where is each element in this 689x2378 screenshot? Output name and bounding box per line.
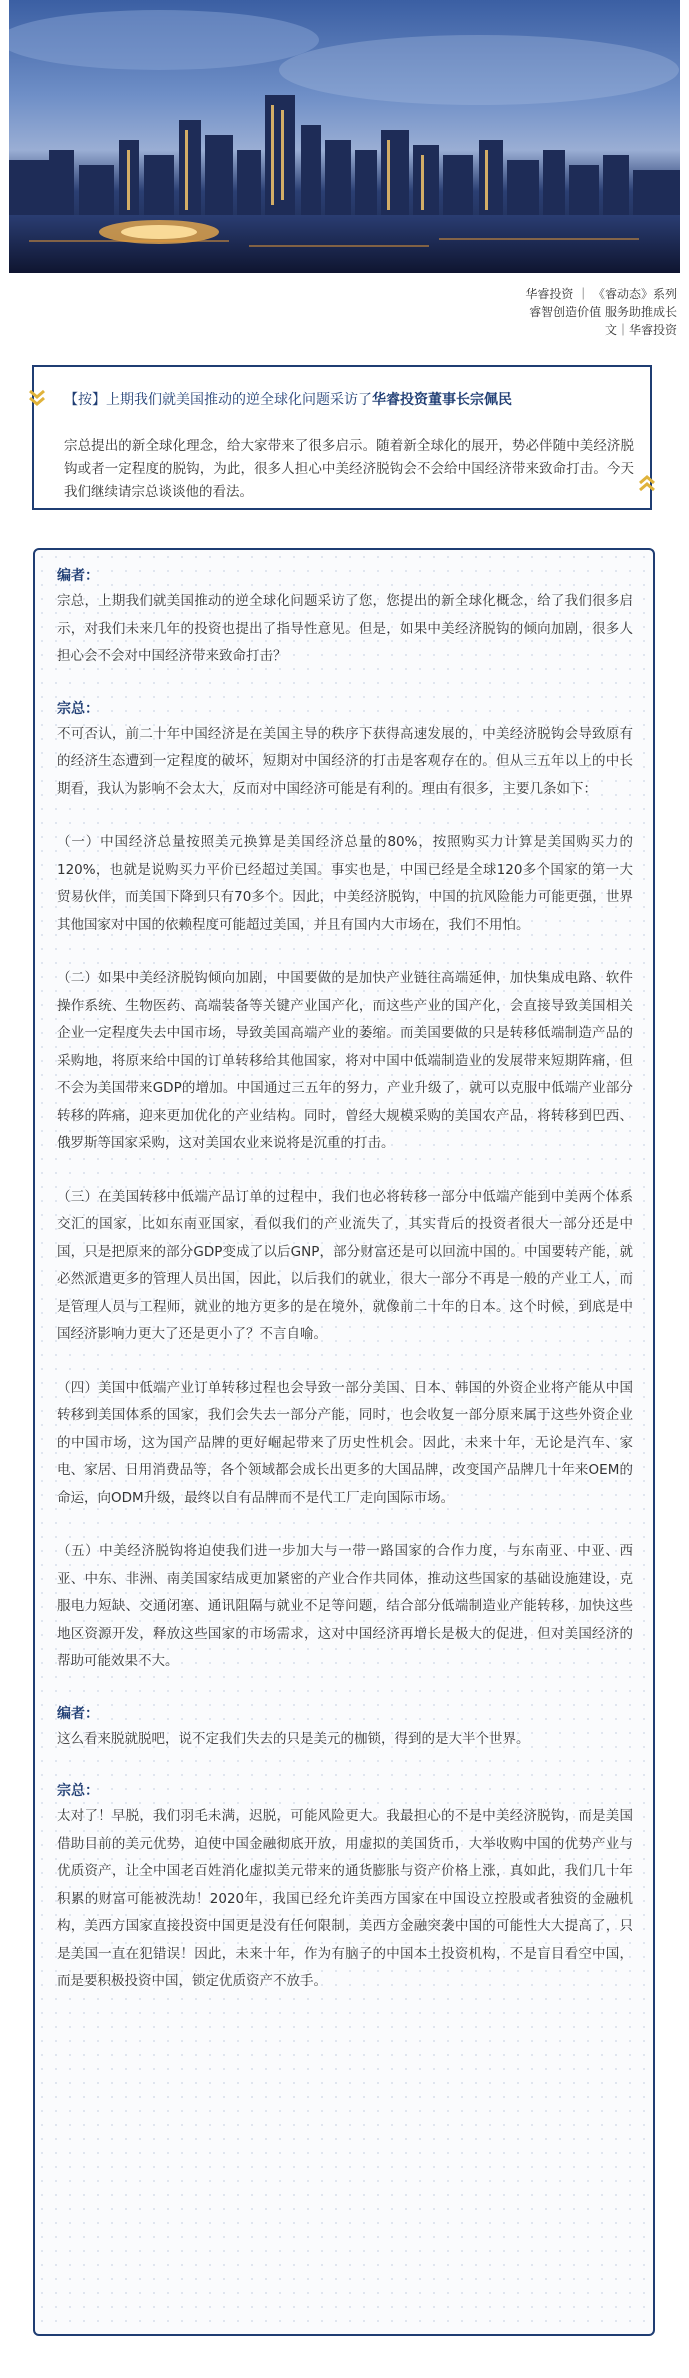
speaker-label-zong: 宗总：: [57, 700, 99, 717]
answer-1-point-5: （五）中美经济脱钩将迫使我们进一步加大与一带一路国家的合作力度，与东南亚、中亚、西亚、中东、非洲、南美国家结成更加紧密的产业合作共同体，推动这些国家的基础设施建设，克服电力短缺、交通闭塞、通讯阻隔与就业不足等问题，结合部分低端制造业产能转移，加快这些地区资源开发，释放这些国家的市场需求，这对中国经济再增长是极大的促进，但对美国经济的帮助可能效果不大。: [57, 1543, 633, 1669]
question-2: 这么看来脱就脱吧，说不定我们失去的只是美元的枷锁，得到的是大半个世界。: [57, 1730, 530, 1747]
answer-1-point-4: （四）美国中低端产业订单转移过程也会导致一部分美国、日本、韩国的外资企业将产能从中国转移到美国体系的国家，我们会失去一部分产能，同时，也会收复一部分原来属于这些外资企业的中国市场，这为国产品牌的更好崛起带来了历史性机会。因此，未来十年，无论是汽车、家电、家居、日用消费品等，各个领域都会成长出更多的大国品牌，改变国产品牌几十年来OEM的命运，向ODM升级，最终以自有品牌而不是代工厂走向国际市场。: [57, 1379, 633, 1506]
note-title-text: 上期我们就美国推动的逆全球化问题采访了: [106, 392, 372, 408]
skyline-illustration: [9, 0, 680, 273]
interview-article: [33, 548, 655, 2336]
chevron-up-icon: [636, 472, 658, 494]
note-title-strong: 华睿投资董事长宗佩民: [372, 392, 512, 408]
answer-2: 太对了！早脱，我们羽毛未满，迟脱，可能风险更大。我最担心的不是中美经济脱钩，而是美国借助目前的美元优势，迫使中国金融彻底开放，用虚拟的美国货币，大举收购中国的优势产业与优质资产，让全中国老百姓消化虚拟美元带来的通货膨胀与资产价格上涨，真如此，我们几十年积累的财富可能被洗劫！2020年，我国已经允许美西方国家在中国设立控股或者独资的金融机构，美西方国家直接投资中国更是没有任何限制，美西方金融突袭中国的可能性大大提高了，只是美国一直在犯错误！因此，未来十年，作为有脑子的中国本土投资机构，不是盲目看空中国，而是要积极投资中国，锁定优质资产不放手。: [57, 1808, 633, 1989]
speaker-label-editor: 编者：: [57, 1705, 99, 1722]
hero-skyline-image: [9, 0, 680, 273]
credit-line-author: 文｜华睿投资: [604, 323, 677, 337]
article-credit: [447, 285, 677, 339]
question-1: 宗总，上期我们就美国推动的逆全球化问题采访了您，您提出的新全球化概念，给了我们很多启示，对我们未来几年的投资也提出了指导性意见。但是，如果中美经济脱钩的倾向加剧，很多人担心会不会对中国经济带来致命打击？: [57, 593, 633, 664]
editor-note-box: [32, 365, 652, 510]
note-title: [64, 389, 634, 409]
answer-1-point-1: （一）中国经济总量按照美元换算是美国经济总量的80%，按照购买力计算是美国购买力的120%，也就是说购买力平价已经超过美国。事实也是，中国已经是全球120多个国家的第一大贸易伙伴，而美国下降到只有70多个。因此，中美经济脱钩，中国的抗风险能力可能更强，世界其他国家对中国的依赖程度可能超过美国，并且有国内大市场在，我们不用怕。: [57, 834, 633, 933]
answer-1-point-2: （二）如果中美经济脱钩倾向加剧，中国要做的是加快产业链往高端延伸，加快集成电路、软件操作系统、生物医药、高端装备等关键产业国产化，而这些产业的国产化，会直接导致美国相关企业一定程度失去中国市场，导致美国高端产业的萎缩。而美国要做的只是转移低端制造产品的采购地，将原来给中国的订单转移给其他国家，将对中国中低端制造业的发展带来短期阵痛，但不会为美国带来GDP的增加。中国通过三五年的努力，产业升级了，就可以克服中低端产业部分转移的阵痛，迎来更加优化的产业结构。同时，曾经大规模采购的美国农产品，将转移到巴西、俄罗斯等国家采购，这对美国农业来说将是沉重的打击。: [57, 970, 633, 1151]
speaker-label-editor: 编者：: [57, 568, 99, 584]
answer-1-intro: 不可否认，前二十年中国经济是在美国主导的秩序下获得高速发展的，中美经济脱钩会导致原有的经济生态遭到一定程度的破坏，短期对中国经济的打击是客观存在的。但从三五年以上的中长期看，我认为影响不会太大，反而对中国经济可能是有利的。理由有很多，主要几条如下：: [57, 725, 633, 797]
chevron-down-icon: [26, 387, 48, 409]
note-prefix: 【按】: [64, 392, 106, 408]
credit-line-slogan: 睿智创造价值 服务助推成长: [529, 305, 677, 319]
answer-1-point-3: （三）在美国转移中低端产品订单的过程中，我们也必将转移一部分中低端产能到中美两个体系交汇的国家，比如东南亚国家，看似我们的产业流失了，其实背后的投资者很大一部分还是中国，只是把原来的部分GDP变成了以后GNP，部分财富还是可以回流中国的。中国要转产能，就必然派遣更多的管理人员出国，因此，以后我们的就业，很大一部分不再是一般的产业工人，而是管理人员与工程师，就业的地方更多的是在境外，就像前二十年的日本。这个时候，到底是中国经济影响力更大了还是更小了？不言自喻。: [57, 1188, 633, 1342]
credit-line-series: 华睿投资 ｜ 《睿动态》系列: [525, 287, 677, 301]
speaker-label-zong: 宗总：: [57, 1783, 99, 1799]
note-body: 宗总提出的新全球化理念，给大家带来了很多启示。随着新全球化的展开，势必伴随中美经济脱钩或者一定程度的脱钩，为此，很多人担心中美经济脱钩会不会给中国经济带来致命打击。今天我们继续请宗总谈谈他的看法。: [64, 438, 634, 500]
